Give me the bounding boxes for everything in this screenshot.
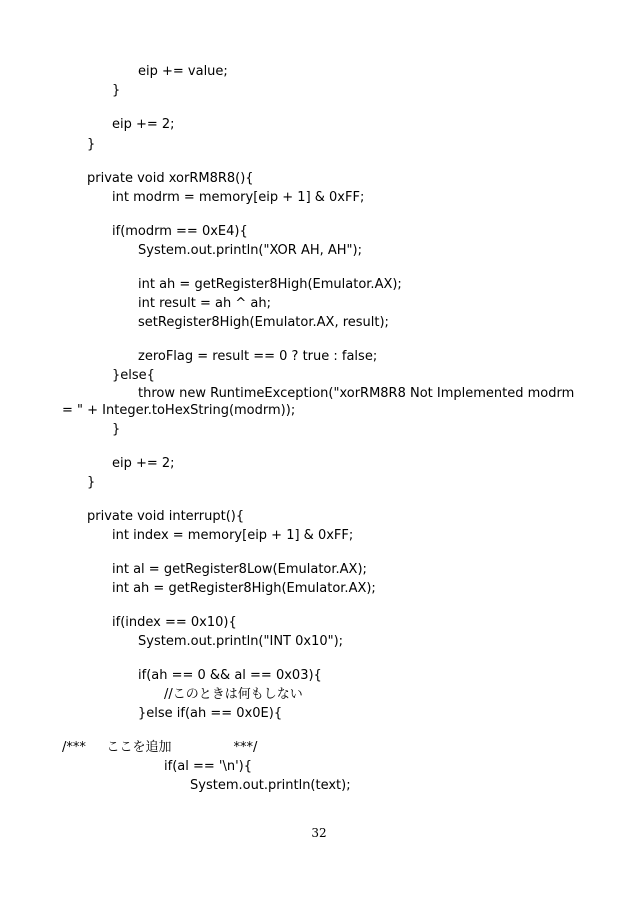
code-line: }else{ xyxy=(112,368,155,383)
code-line: } xyxy=(87,137,96,152)
code-line: int modrm = memory[eip + 1] & 0xFF; xyxy=(112,190,365,205)
code-line: eip += 2; xyxy=(112,117,175,132)
code-line: int result = ah ^ ah; xyxy=(138,296,271,311)
code-line: = " + Integer.toHexString(modrm)); xyxy=(62,403,296,418)
code-line: System.out.println(text); xyxy=(190,778,351,793)
code-line: eip += value; xyxy=(138,64,228,79)
page-number: 32 xyxy=(311,826,327,840)
code-line: setRegister8High(Emulator.AX, result); xyxy=(138,315,389,330)
code-line: if(al == '\n'){ xyxy=(164,759,252,774)
code-line: int ah = getRegister8High(Emulator.AX); xyxy=(112,581,376,596)
code-line: private void interrupt(){ xyxy=(87,509,245,524)
code-line: } xyxy=(87,475,96,490)
code-line: }else if(ah == 0x0E){ xyxy=(138,706,283,721)
code-line: throw new RuntimeException("xorRM8R8 Not Implemented modrm xyxy=(138,386,575,401)
code-line: eip += 2; xyxy=(112,456,175,471)
code-line: } xyxy=(112,422,121,437)
code-line: //このときは何もしない xyxy=(164,687,303,702)
code-line: if(ah == 0 && al == 0x03){ xyxy=(138,668,322,683)
code-line: if(index == 0x10){ xyxy=(112,615,237,630)
code-line: int al = getRegister8Low(Emulator.AX); xyxy=(112,562,367,577)
code-line: if(modrm == 0xE4){ xyxy=(112,224,248,239)
code-line: System.out.println("XOR AH, AH"); xyxy=(138,243,362,258)
code-line: private void xorRM8R8(){ xyxy=(87,171,254,186)
code-line: System.out.println("INT 0x10"); xyxy=(138,634,344,649)
code-line: int ah = getRegister8High(Emulator.AX); xyxy=(138,277,402,292)
code-line: /*** ここを追加 ***/ xyxy=(62,740,258,755)
code-line: } xyxy=(112,83,121,98)
code-line: zeroFlag = result == 0 ? true : false; xyxy=(138,349,378,364)
code-line: int index = memory[eip + 1] & 0xFF; xyxy=(112,528,354,543)
